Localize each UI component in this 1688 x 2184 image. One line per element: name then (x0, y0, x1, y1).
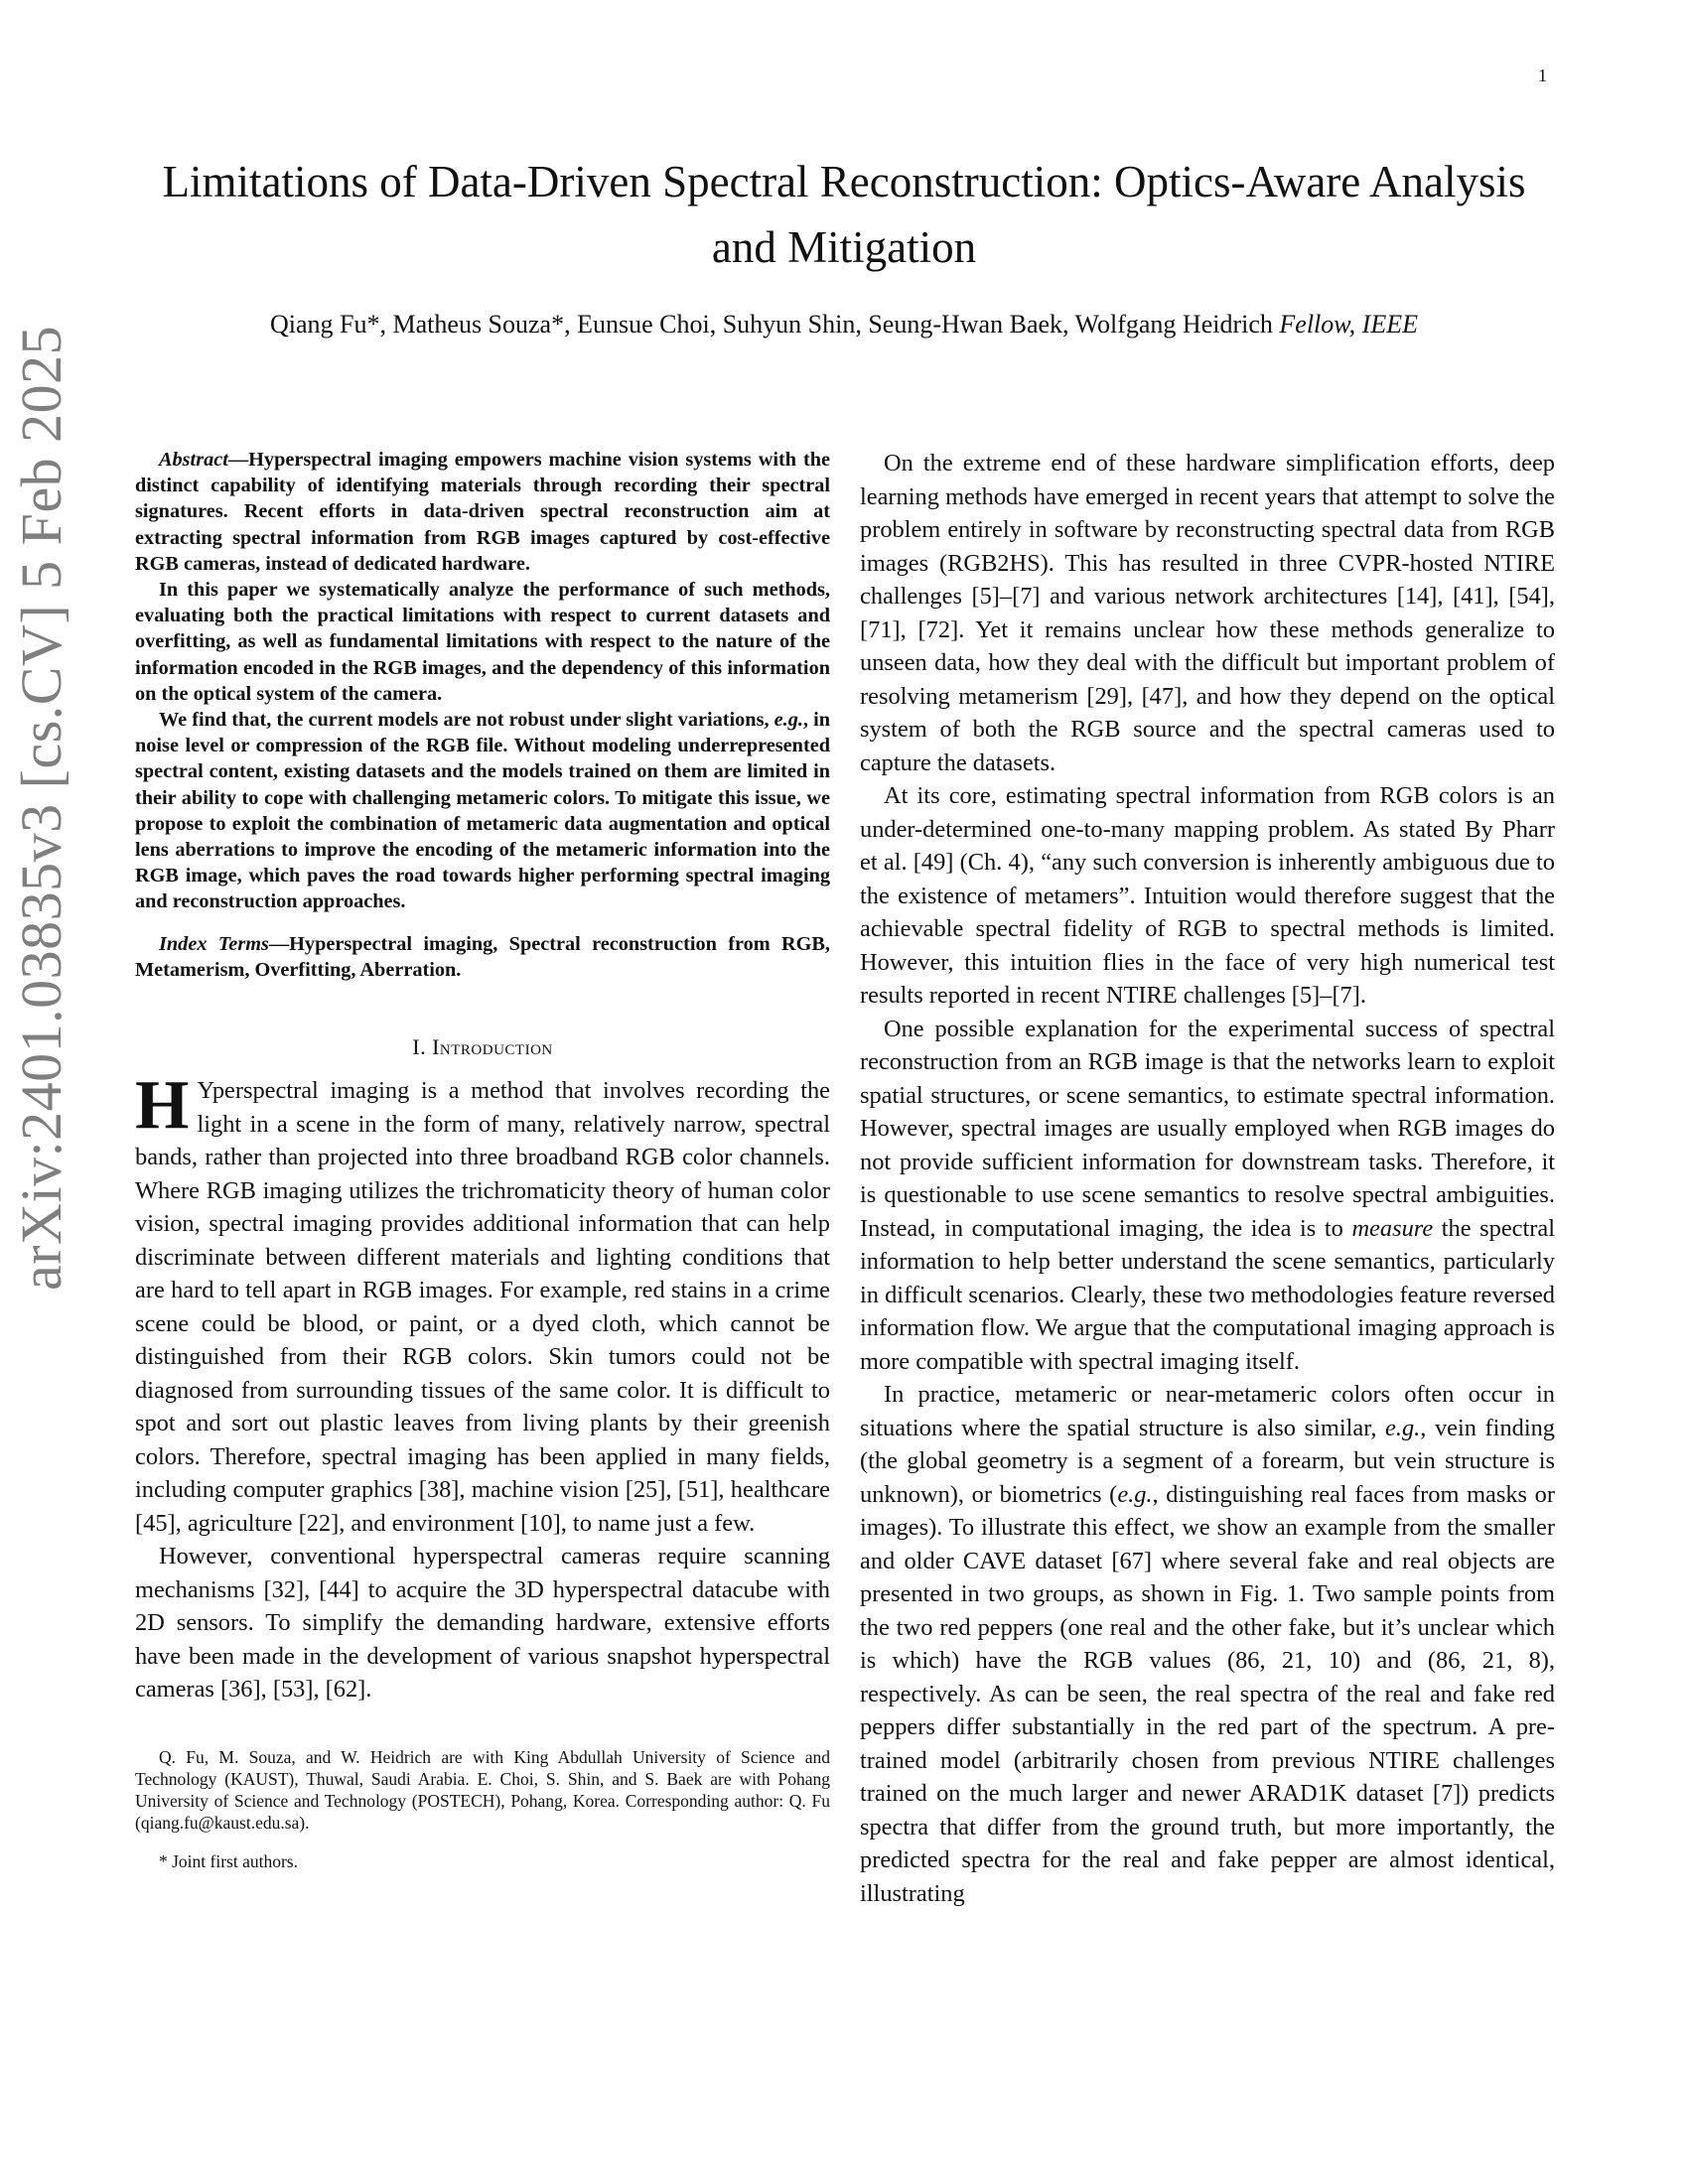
footnote-affiliations: Q. Fu, M. Souza, and W. Heidrich are with King Abdullah University of Science and Technology (KAUST), Thuwal, Saudi Arabia. E. Choi, S. Shin, and S. Baek are with Pohang University of Science and Technology (POSTECH), Pohang, Korea. Corresponding author: Q. Fu (qiang.fu@kaust.edu.sa). (135, 1746, 830, 1833)
section-title: Introduction (432, 1034, 553, 1060)
intro-text-1: Yperspectral imaging is a method that involves recording the light in a scene in the form of many, relatively narrow, spectral bands, rather than projected into three broadband RGB color channels. Where RGB imaging utilizes the trichromaticity theory of human color vision, spectral imaging provides additional information that can help discriminate between different materials and lighting conditions that are hard to tell apart in RGB images. For example, red stains in a crime scene could be blood, or paint, or a dyed cloth, which cannot be distinguished from their RGB colors. Skin tumors could not be diagnosed from surrounding tissues of the same color. It is difficult to spot and sort out plastic leaves from living plants by their greenish colors. Therefore, spectral imaging has been applied in many fields, including computer graphics [38], machine vision [25], [51], healthcare [45], agriculture [22], and environment [10], to name just a few. (135, 1077, 830, 1537)
paper-title: Limitations of Data-Driven Spectral Reconstruction: Optics-Aware Analysis and Mitigation (162, 157, 1526, 272)
abstract-lead: Abstract (159, 449, 228, 471)
author-fellow-suffix: Fellow, IEEE (1279, 310, 1418, 339)
right-text-4c: , distinguishing real faces from masks or images). To illustrate this effect, we show an example from the smaller and older CAVE dataset [67] where several fake and real objects are presented in two groups, as shown in Fig. 1. Two sample points from the two red peppers (one real and the other fake, but it’s unclear which is which) have the RGB values (86, 21, 10) and (86, 21, 8), respectively. As can be seen, the real spectra of the real and fake red peppers differ substantially in the red part of the spectrum. A pre-trained model (arbitrarily chosen from previous NTIRE challenges trained on the much larger and newer ARAD1K dataset [7]) predicts spectra that differ from the ground truth, but more importantly, the predicted spectra for the real and fake pepper are almost identical, illustrating (860, 1480, 1556, 1907)
section-heading (135, 1034, 830, 1060)
abstract-text-3a: We find that, the current models are not robust under slight variations, (159, 709, 774, 732)
right-paragraph-4 (860, 1378, 1555, 1910)
abstract-eg: e.g. (774, 709, 803, 732)
right-eg-1: e.g. (1385, 1414, 1421, 1441)
author-names: Qiang Fu*, Matheus Souza*, Eunsue Choi, Suhyun Shin, Seung-Hwan Baek, Wolfgang Heidrich (270, 310, 1273, 339)
right-paragraph-1: On the extreme end of these hardware simplification efforts, deep learning methods have emerged in recent years that attempt to solve the problem entirely in software by reconstructing spectral data from RGB images (RGB2HS). This has resulted in three CVPR-hosted NTIRE challenges [5]–[7] and various network architectures [14], [41], [54], [71], [72]. Yet it remains unclear how these methods generalize to unseen data, how they deal with the difficult but important problem of resolving metamerism [29], [47], and how they depend on the optical system of both the RGB source and the spectral cameras used to capture the datasets. (860, 450, 1555, 776)
footnote-joint-authors: * Joint first authors. (159, 1851, 298, 1872)
arxiv-stamp: arXiv:2401.03835v3 [cs.CV] 5 Feb 2025 (9, 325, 73, 1291)
author-list (119, 310, 1569, 340)
right-text-3a: One possible explanation for the experimental success of spectral reconstruction from an RGB image is that the networks learn to exploit spatial structures, or scene semantics, to estimate spectral information. However, spectral images are usually employed when RGB images do not provide sufficient information for downstream tasks. Therefore, it is questionable to use scene semantics to resolve spectral ambiguities. Instead, in computational imaging, the idea is to (860, 1015, 1555, 1242)
page-number: 1 (1538, 66, 1547, 85)
left-column (135, 447, 830, 1890)
abstract-paragraph-1 (135, 447, 830, 577)
section-number: I. (412, 1034, 427, 1060)
intro-paragraph-2: However, conventional hyperspectral cameras require scanning mechanisms [32], [44] to acquire the 3D hyperspectral datacube with 2D sensors. To simplify the demanding hardware, extensive efforts have been made in the development of various snapshot hyperspectral cameras [36], [53], [62]. (135, 1543, 830, 1704)
right-paragraph-2: At its core, estimating spectral information from RGB colors is an under-determined one-to-many mapping problem. As stated By Pharr et al. [49] (Ch. 4), “any such conversion is inherently ambiguous due to the existence of metamers”. Intuition would therefore suggest that the achievable spectral fidelity of RGB to spectral methods is limited. However, this intuition flies in the face of very high numerical test results reported in recent NTIRE challenges [5]–[7]. (860, 782, 1555, 1009)
abstract (135, 447, 830, 915)
right-eg-2: e.g. (1117, 1480, 1153, 1508)
right-measure-emphasis: measure (1351, 1214, 1434, 1242)
right-column (860, 447, 1555, 1910)
index-terms-lead: Index Terms (159, 932, 269, 955)
abstract-text-1: —Hyperspectral imaging empowers machine vision systems with the distinct capability of identifying materials through recording their spectral signatures. Recent efforts in data-driven spectral reconstruction aim at extracting spectral information from RGB images captured by cost-effective RGB cameras, instead of dedicated hardware. (135, 449, 830, 575)
index-terms (135, 931, 830, 983)
right-text-3b: the spectral information to help better understand the scene semantics, particularly in difficult scenarios. Clearly, these two methodologies feature reversed information flow. We argue that the computational imaging approach is more compatible with spectral imaging itself. (860, 1214, 1555, 1375)
abstract-paragraph-3 (135, 707, 830, 915)
dropcap: H (135, 1067, 190, 1145)
abstract-paragraph-2: In this paper we systematically analyze the performance of such methods, evaluating both the practical limitations with respect to current datasets and overfitting, as well as fundamental limitations with respect to the nature of the information encoded in the RGB images, and the dependency of this information on the optical system of the camera. (135, 579, 830, 705)
abstract-text-3b: , in noise level or compression of the RGB file. Without modeling underrepresented spectral content, existing datasets and the models trained on them are limited in their ability to cope with challenging metameric colors. To mitigate this issue, we propose to exploit the combination of metameric data augmentation and optical lens aberrations to improve the encoding of the metameric information into the RGB image, which paves the road towards higher performing spectral imaging and reconstruction approaches. (135, 709, 830, 913)
right-text-4a: In practice, metameric or near-metameric colors often occur in situations where the spatial structure is also similar, (860, 1381, 1555, 1441)
index-terms-text: —Hyperspectral imaging, Spectral reconstruction from RGB, Metamerism, Overfitting, Aberration. (135, 932, 830, 981)
right-text-4b: , vein finding (the global geometry is a segment of a forearm, but vein structure is unknown), or biometrics ( (860, 1414, 1555, 1508)
right-paragraph-3 (860, 1013, 1555, 1379)
intro-paragraph-1 (135, 1067, 830, 1540)
intro-body (135, 1067, 830, 1706)
